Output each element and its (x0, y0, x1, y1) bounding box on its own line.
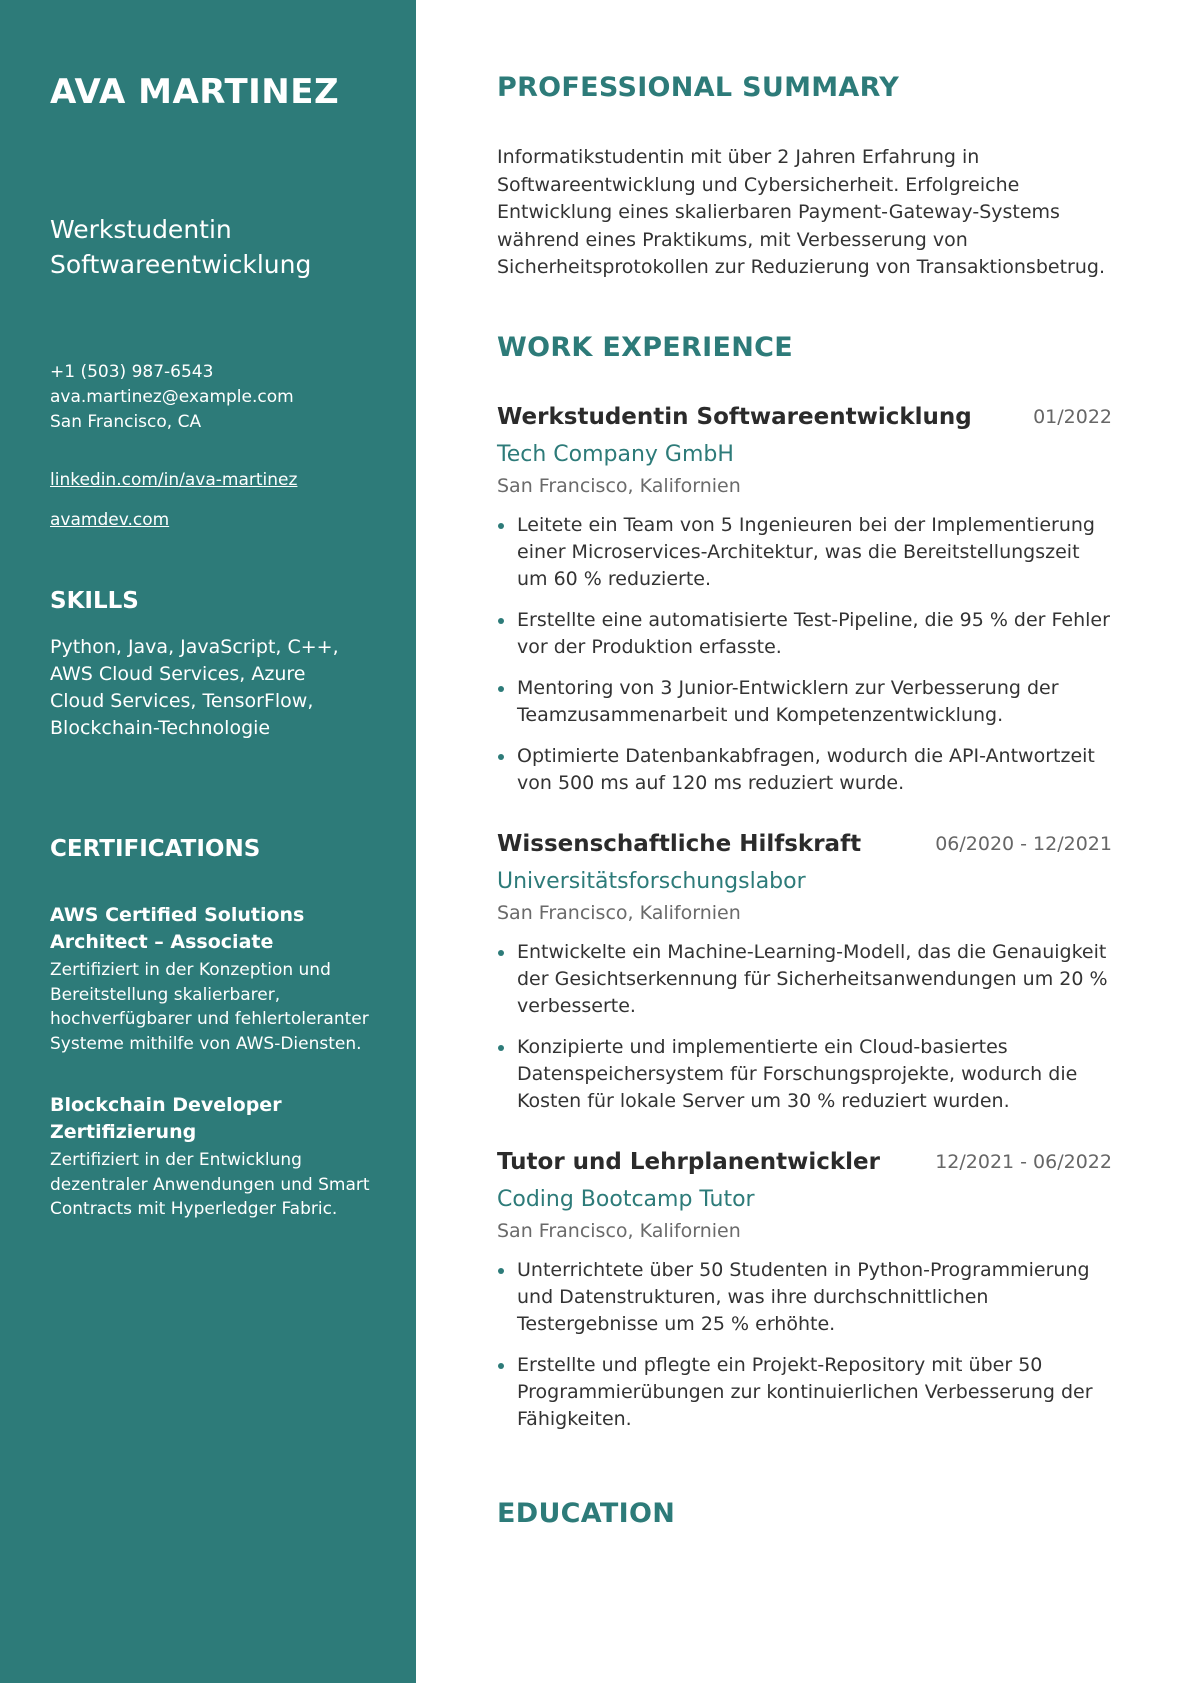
job-bullet-text: Erstellte eine automatisierte Test-Pipeline, die 95 % der Fehler vor der Produktion erfasste. (517, 609, 1110, 658)
contact-phone: +1 (503) 987-6543 (50, 362, 214, 382)
job-location: San Francisco, Kalifornien (497, 902, 741, 924)
skills-heading: SKILLS (50, 588, 139, 614)
job-bullet-text: Optimierte Datenbankabfragen, wodurch die API-Antwortzeit von 500 ms auf 120 ms reduziert wurde. (517, 745, 1095, 794)
job-bullet (497, 675, 1112, 729)
contact-info (50, 360, 294, 435)
job-role: Tutor und Lehrplanentwickler (497, 1149, 880, 1175)
job-bullets (497, 512, 1112, 797)
job-bullet (497, 512, 1112, 593)
job-bullet (497, 1352, 1112, 1433)
job-company: Tech Company GmbH (497, 442, 734, 467)
summary-heading: PROFESSIONAL SUMMARY (497, 72, 900, 103)
job-bullets (497, 1257, 1112, 1433)
bullet-dot-icon (498, 618, 504, 624)
job-bullet-text: Mentoring von 3 Junior-Entwicklern zur Verbesserung der Teamzusammenarbeit und Kompetenzentwicklung. (517, 677, 1059, 726)
main-content (497, 0, 1112, 1683)
job-entry (497, 1149, 1112, 1447)
job-company: Universitätsforschungslabor (497, 869, 806, 894)
job-header (497, 404, 1112, 438)
job-date: 01/2022 (1033, 406, 1112, 428)
candidate-title (50, 212, 370, 282)
website-link[interactable]: avamdev.com (50, 510, 170, 530)
job-bullet (497, 1034, 1112, 1115)
job-bullet-text: Konzipierte und implementierte ein Cloud-basiertes Datenspeichersystem für Forschungsprojekte, wodurch die Kosten für lokale Server um 30 % reduziert wurden. (517, 1036, 1078, 1112)
certification-name: Blockchain Developer Zertifizierung (50, 1094, 282, 1143)
candidate-title-line-2: Softwareentwicklung (50, 250, 312, 279)
bullet-dot-icon (498, 686, 504, 692)
candidate-name: AVA MARTINEZ (50, 72, 340, 112)
certification-description: Zertifiziert in der Entwicklung dezentraler Anwendungen und Smart Contracts mit Hyperledger Fabric. (50, 1150, 370, 1219)
job-bullets (497, 939, 1112, 1115)
certification-name: AWS Certified Solutions Architect – Associate (50, 904, 305, 953)
certification-description: Zertifiziert in der Konzeption und Bereitstellung skalierbarer, hochverfügbarer und fehlertoleranter Systeme mithilfe von AWS-Diensten. (50, 960, 369, 1054)
bullet-dot-icon (498, 1268, 504, 1274)
job-location: San Francisco, Kalifornien (497, 475, 741, 497)
job-bullet (497, 607, 1112, 661)
job-header (497, 1149, 1112, 1183)
job-bullet-text: Entwickelte ein Machine-Learning-Modell, das die Genauigkeit der Gesichtserkennung für Sicherheitsanwendungen um 20 % verbesserte. (517, 941, 1108, 1017)
bullet-dot-icon (498, 1363, 504, 1369)
certification-item (50, 1092, 380, 1222)
summary-text: Informatikstudentin mit über 2 Jahren Erfahrung in Softwareentwicklung und Cybersicherheit. Erfolgreiche Entwicklung eines skalierbaren Payment-Gateway-Systems während eines Praktikums, mit Verbesserung von Sicherheitsprotokollen zur Reduzierung von Transaktionsbetrug. (497, 146, 1105, 278)
bullet-dot-icon (498, 754, 504, 760)
job-bullet (497, 743, 1112, 797)
bullet-dot-icon (498, 523, 504, 529)
job-bullet (497, 939, 1112, 1020)
sidebar (0, 0, 416, 1683)
contact-email: ava.martinez@example.com (50, 387, 294, 407)
job-entry (497, 404, 1112, 811)
contact-location: San Francisco, CA (50, 412, 202, 432)
job-bullet-text: Unterrichtete über 50 Studenten in Python-Programmierung und Datenstrukturen, was ihre durchschnittlichen Testergebnisse um 25 % erhöhte. (517, 1259, 1090, 1335)
job-bullet-text: Erstellte und pflegte ein Projekt-Repository mit über 50 Programmierübungen zur kontinuierlichen Verbesserung der Fähigkeiten. (517, 1354, 1093, 1430)
work-experience-heading: WORK EXPERIENCE (497, 332, 793, 363)
job-location: San Francisco, Kalifornien (497, 1220, 741, 1242)
job-header (497, 831, 1112, 865)
skills-list: Python, Java, JavaScript, C++, AWS Cloud Services, Azure Cloud Services, TensorFlow, Blockchain-Technologie (50, 636, 339, 739)
linkedin-link[interactable]: linkedin.com/in/ava-martinez (50, 470, 298, 490)
education-heading: EDUCATION (497, 1498, 676, 1529)
job-company: Coding Bootcamp Tutor (497, 1187, 755, 1212)
job-date: 06/2020 - 12/2021 (935, 833, 1112, 855)
certification-item (50, 902, 380, 1056)
job-role: Wissenschaftliche Hilfskraft (497, 831, 862, 857)
bullet-dot-icon (498, 1045, 504, 1051)
job-entry (497, 831, 1112, 1129)
bullet-dot-icon (498, 950, 504, 956)
candidate-title-line-1: Werkstudentin (50, 215, 232, 244)
certifications-heading: CERTIFICATIONS (50, 836, 261, 862)
job-bullet (497, 1257, 1112, 1338)
job-role: Werkstudentin Softwareentwicklung (497, 404, 972, 430)
job-date: 12/2021 - 06/2022 (935, 1151, 1112, 1173)
job-bullet-text: Leitete ein Team von 5 Ingenieuren bei der Implementierung einer Microservices-Architektur, was die Bereitstellungszeit um 60 % reduzierte. (517, 514, 1095, 590)
